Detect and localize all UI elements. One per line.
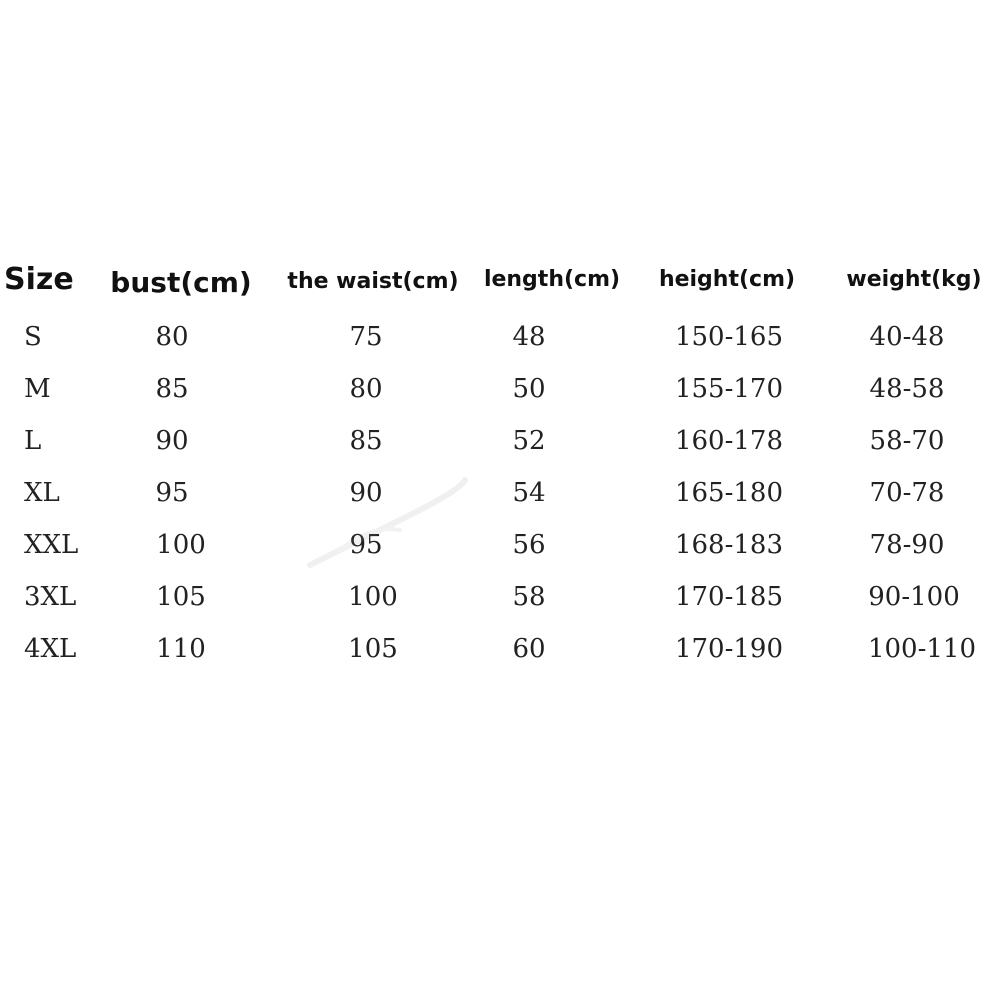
cell-bust: 85	[155, 374, 189, 404]
cell-length: 58	[512, 582, 546, 612]
header-height: height(cm)	[658, 267, 796, 292]
header-length: length(cm)	[483, 267, 621, 292]
cell-bust: 90	[155, 426, 189, 456]
cell-length: 50	[512, 374, 546, 404]
cell-size: XXL	[24, 530, 79, 560]
cell-waist: 80	[349, 374, 383, 404]
cell-weight: 100-110	[867, 634, 977, 664]
cell-size: L	[24, 426, 42, 456]
cell-bust: 80	[155, 322, 189, 352]
watermark-smudge	[300, 470, 470, 580]
cell-length: 48	[512, 322, 546, 352]
cell-waist: 85	[349, 426, 383, 456]
cell-waist: 95	[349, 530, 383, 560]
cell-waist: 100	[348, 582, 398, 612]
cell-weight: 40-48	[869, 322, 945, 352]
cell-length: 60	[512, 634, 546, 664]
cell-weight: 70-78	[869, 478, 945, 508]
cell-size: S	[24, 322, 42, 352]
cell-height: 170-190	[674, 634, 784, 664]
cell-waist: 90	[349, 478, 383, 508]
cell-waist: 105	[348, 634, 398, 664]
cell-length: 54	[512, 478, 546, 508]
cell-size: XL	[24, 478, 60, 508]
header-weight: weight(kg)	[846, 267, 982, 292]
cell-weight: 48-58	[869, 374, 945, 404]
cell-weight: 90-100	[868, 582, 960, 612]
cell-length: 56	[512, 530, 546, 560]
cell-height: 160-178	[674, 426, 784, 456]
cell-bust: 110	[156, 634, 206, 664]
cell-bust: 105	[156, 582, 206, 612]
cell-bust: 95	[155, 478, 189, 508]
cell-length: 52	[512, 426, 546, 456]
header-waist: the waist(cm)	[287, 269, 459, 294]
cell-height: 168-183	[674, 530, 784, 560]
cell-height: 165-180	[674, 478, 784, 508]
cell-weight: 58-70	[869, 426, 945, 456]
cell-waist: 75	[349, 322, 383, 352]
header-size: Size	[4, 262, 74, 297]
cell-size: M	[24, 374, 51, 404]
cell-height: 155-170	[674, 374, 784, 404]
cell-size: 3XL	[24, 582, 77, 612]
cell-size: 4XL	[24, 634, 77, 664]
cell-height: 150-165	[674, 322, 784, 352]
cell-height: 170-185	[674, 582, 784, 612]
header-bust: bust(cm)	[110, 266, 252, 299]
cell-bust: 100	[156, 530, 206, 560]
cell-weight: 78-90	[869, 530, 945, 560]
